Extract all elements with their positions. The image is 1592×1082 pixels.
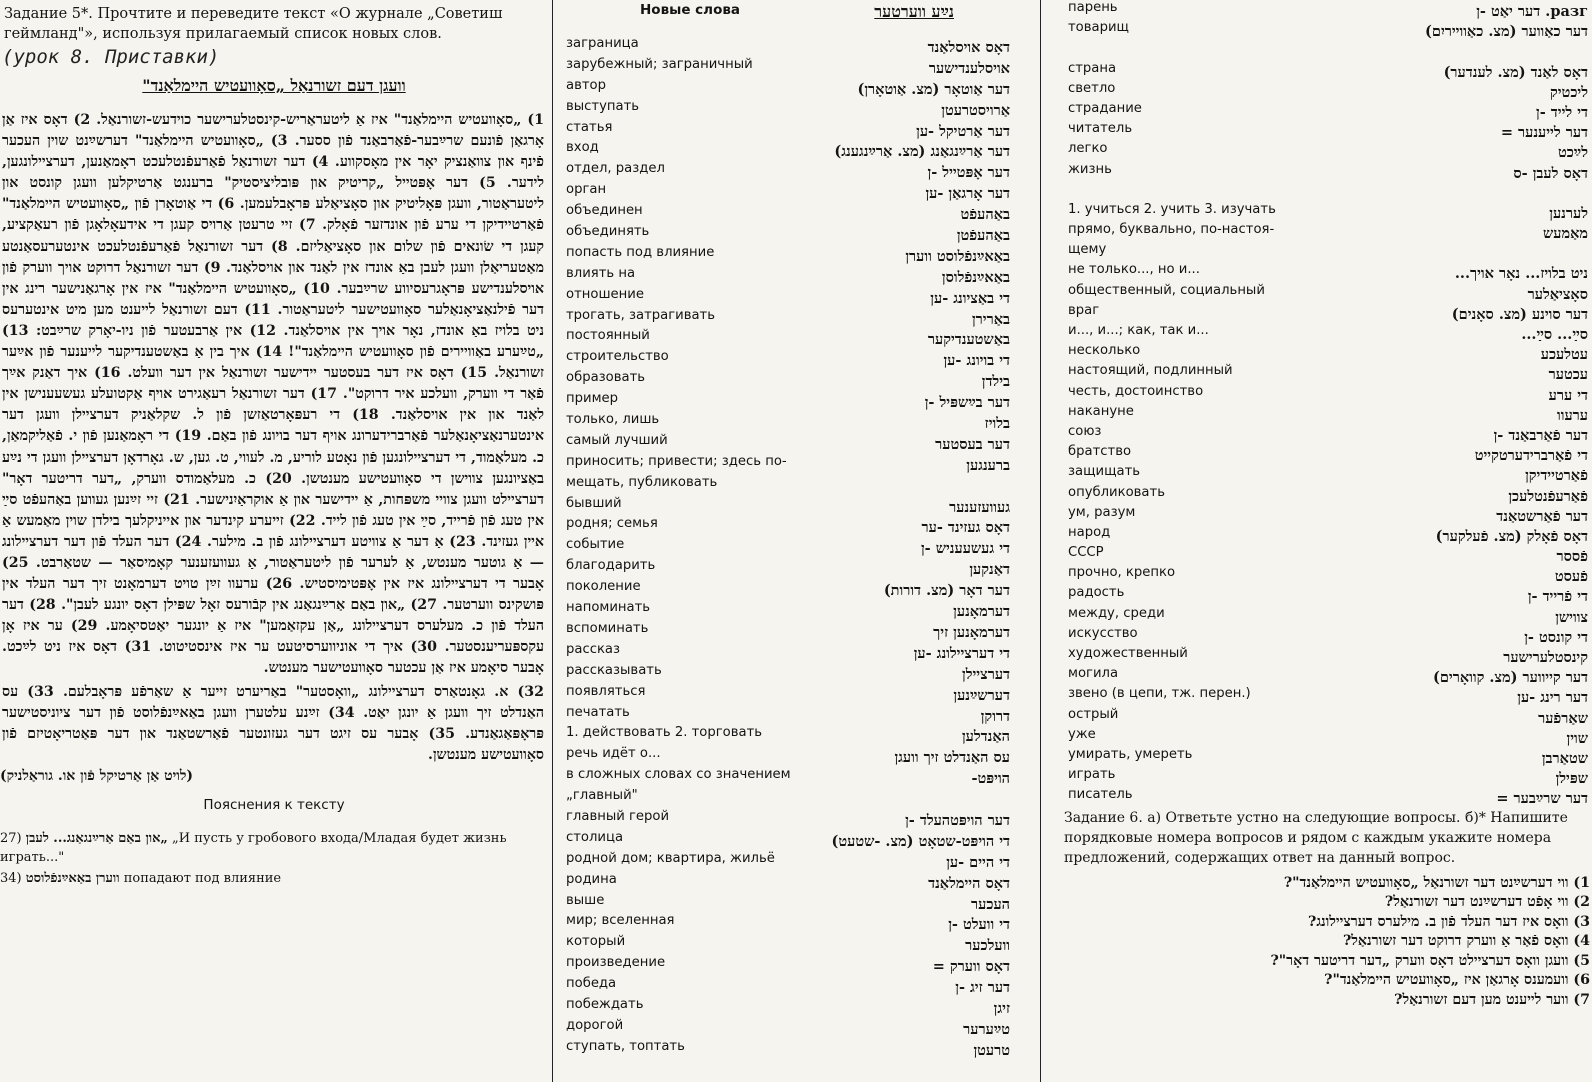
- russian-word: образовать: [566, 370, 646, 386]
- vocabulary-row: [1058, 464, 1592, 484]
- question-list: [1058, 874, 1592, 1011]
- vocabulary-row: [556, 36, 1024, 57]
- russian-word: отношение: [566, 286, 644, 302]
- yiddish-word: פֿססר: [1556, 548, 1588, 566]
- yiddish-word: דאָס ווערק =: [932, 958, 1010, 976]
- vocabulary-row: [1058, 606, 1592, 626]
- russian-word: попасть под влияние: [566, 244, 715, 260]
- yiddish-word: באַהעפֿט: [960, 206, 1010, 224]
- vocabulary-row: [556, 140, 1024, 161]
- russian-word: народ: [1068, 524, 1111, 540]
- russian-word: речь идёт о...: [566, 746, 661, 762]
- vocabulary-row: [556, 851, 1024, 872]
- vocabulary-row: [556, 872, 1024, 893]
- vocabulary-row: [556, 412, 1024, 433]
- russian-word: прямо, буквально, по-настоя-: [1068, 222, 1275, 238]
- note-russian: „И пусть у гробового входа/Младая будет жизнь играть...": [0, 830, 507, 865]
- russian-word: строительство: [566, 349, 669, 365]
- yiddish-word: קינסטלערישער: [1503, 649, 1588, 666]
- vocabulary-row: [1058, 686, 1592, 706]
- russian-word: бывший: [566, 495, 622, 511]
- yiddish-word: שוין: [1566, 729, 1588, 747]
- russian-word: мещать, публиковать: [566, 474, 718, 490]
- handwritten-note: (урок 8. Приставки): [2, 46, 220, 68]
- russian-word: жизнь: [1068, 161, 1112, 177]
- vocabulary-row: [556, 955, 1024, 976]
- russian-word: ступать, топтать: [566, 1038, 685, 1054]
- yiddish-word: טרעטן: [973, 1041, 1010, 1059]
- vocabulary-row: [1058, 283, 1592, 303]
- yiddish-word: דער קייווער (מצ. קוואָרים): [1433, 669, 1588, 687]
- vocabulary-row: [1058, 585, 1592, 605]
- yiddish-word: ערעוו: [1557, 406, 1588, 424]
- vocabulary-row: [556, 328, 1024, 349]
- yiddish-word: דאָס אויסלאַנד: [927, 39, 1010, 56]
- yiddish-word: ליכטיק: [1550, 83, 1588, 101]
- yiddish-word: דער בעסטער: [935, 435, 1010, 453]
- vocabulary-row: [556, 78, 1024, 99]
- yiddish-word: דאַנקען: [969, 561, 1010, 579]
- yiddish-word: אַרויסטרעטן: [941, 101, 1010, 119]
- vocabulary-row: [1058, 81, 1592, 101]
- vocabulary-row: [556, 600, 1024, 621]
- russian-word: острый: [1068, 706, 1119, 722]
- vocabulary-row: [1058, 626, 1592, 646]
- article-title: וועגן דעם זשורנאַל „סאָוועטיש היימלאַנד": [142, 76, 406, 95]
- yiddish-word: אויסלענדישער: [928, 59, 1010, 77]
- russian-word: произведение: [566, 955, 666, 971]
- note-yiddish: „און באַם אַרײַנגאַנג... לעבן: [25, 830, 168, 846]
- vocabulary-row: [556, 642, 1024, 663]
- russian-word: вход: [566, 140, 599, 156]
- question-item: 1) ווי דערשײַנט דער זשורנאַל „סאָוועטיש היימלאַנד"?: [1283, 874, 1590, 891]
- yiddish-word: פֿאַרטיידיקן: [1525, 467, 1588, 485]
- vocabulary-row: [1058, 141, 1592, 161]
- russian-word: страдание: [1068, 100, 1142, 116]
- yiddish-word: בילדן: [981, 373, 1010, 391]
- vocabulary-row: [556, 725, 1024, 746]
- russian-word: родной дом; квартира, жильё: [566, 850, 775, 866]
- russian-word: напоминать: [566, 600, 651, 616]
- text-column: [0, 0, 548, 1082]
- vocabulary-row: [556, 579, 1024, 600]
- russian-word: щему: [1068, 242, 1107, 258]
- vocabulary-row: [556, 663, 1024, 684]
- russian-word: поколение: [566, 579, 641, 595]
- yiddish-word: די היים -ען: [946, 853, 1010, 871]
- russian-word: звено (в цепи, тж. перен.): [1068, 686, 1251, 702]
- yiddish-word: עכטער: [1548, 366, 1588, 384]
- vocabulary-row: [1058, 707, 1592, 727]
- russian-word: мир; вселенная: [566, 913, 675, 929]
- russian-word: главный герой: [566, 808, 670, 824]
- russian-word: могила: [1068, 666, 1119, 682]
- vocabulary-row: [556, 621, 1024, 642]
- vocabulary-row: [1058, 666, 1592, 686]
- vocabulary-list: [556, 36, 1024, 1060]
- russian-word: появляться: [566, 683, 646, 699]
- vocabulary-row: [556, 684, 1024, 705]
- vocabulary-row: [1058, 20, 1592, 40]
- yiddish-word: דערמאָנען: [953, 603, 1010, 621]
- vocabulary-row: [556, 245, 1024, 266]
- vocabulary-row: [1058, 646, 1592, 666]
- yiddish-word: באַרירן: [971, 310, 1010, 328]
- vocabulary-row: [1058, 505, 1592, 525]
- yiddish-word: הויפּט-: [971, 770, 1010, 788]
- article-source: (לויט אַן אַרטיקל פֿון או. גוראַלניק): [0, 767, 194, 784]
- vocabulary-row: [1058, 343, 1592, 363]
- vocabulary-row: [1058, 162, 1592, 182]
- russian-word: братство: [1068, 444, 1132, 460]
- russian-word: автор: [566, 77, 606, 93]
- yiddish-word: דאָס היימלאַנד: [928, 874, 1010, 892]
- russian-word: выступать: [566, 98, 640, 114]
- russian-word: пример: [566, 391, 618, 407]
- vocabulary-row: [1058, 565, 1592, 585]
- russian-word: статья: [566, 119, 613, 135]
- russian-word: столица: [566, 829, 624, 845]
- yiddish-word: דאָס פֿאָלק (מצ. פֿעלקער): [1435, 527, 1588, 545]
- vocabulary-header: [556, 0, 1024, 36]
- yiddish-word: דערשײַנען: [953, 686, 1010, 704]
- yiddish-word: דער אַרטיקל -ען: [916, 122, 1010, 140]
- vocabulary-row: [1058, 262, 1592, 282]
- question-item: 4) וואָס פֿאַר אַ ווערק דרוקט דער זשורנאַל?: [1342, 933, 1590, 949]
- vocabulary-row: [556, 913, 1024, 934]
- vocabulary-row: [556, 433, 1024, 454]
- article-body: [2, 110, 544, 766]
- vocabulary-row: [1058, 727, 1592, 747]
- russian-word: страна: [1068, 60, 1117, 76]
- vocabulary-row: [556, 997, 1024, 1018]
- question-item: 3) וואָס איז דער העלד פֿון ב. מילערס דערציילונג?: [1308, 913, 1590, 930]
- russian-word: объединять: [566, 224, 650, 240]
- russian-word: отдел, раздел: [566, 161, 665, 177]
- yiddish-word: דערמאָנען זיך: [933, 623, 1010, 641]
- russian-word: играть: [1068, 767, 1116, 783]
- yiddish-word: די לייד -ן: [1536, 103, 1588, 121]
- note-yiddish: ווערן באַאײַנפֿלוסט: [25, 870, 120, 886]
- yiddish-word: די באַציונג -ען: [930, 289, 1010, 307]
- vocabulary-row: [556, 182, 1024, 203]
- question-item: 7) ווער לייענט מען דעם זשורנאַל?: [1394, 991, 1590, 1008]
- russian-word: общественный, социальный: [1068, 282, 1265, 298]
- vocabulary-row: [1058, 384, 1592, 404]
- russian-word: художественный: [1068, 646, 1188, 661]
- yiddish-word: די קונסט -ן: [1524, 628, 1588, 646]
- yiddish-word: צווישן: [1555, 608, 1588, 626]
- yiddish-word: דאָס לאַנד (מצ. לענדער): [1443, 63, 1588, 81]
- yiddish-word: סײַ... סײַ...: [1521, 326, 1588, 343]
- vocabulary-row: [556, 266, 1024, 287]
- question-item: 5) וועגן וואָס דערציילט דאָס ווערק „דער דריטער דאָר"?: [1270, 952, 1590, 969]
- vocabulary-row: [556, 308, 1024, 329]
- russian-word: постоянный: [566, 328, 650, 344]
- yiddish-word: באַהעפֿטן: [956, 227, 1010, 245]
- russian-word: накануне: [1068, 403, 1134, 419]
- article-paragraph: 32) א. גאָנטאַרס דערציילונג „וואָסטער" באַריערט זייער אַ שאַרפֿע פּראָבלעם. 33) עס האַנדלט זיך וועגן אַ יונגן יאַט. 34) זײַנע עלטערן וועגן באַאײַנפֿלוסט פֿון דער ציוניסטישער פּראָפּאַגאַנדע. 35) אָבער עס זיגט דער געזונטער פֿאַרשטאַנד און דער פּאַטריאָטיזם פֿון סאָוועטישע מענטשן.: [2, 683, 544, 763]
- vocabulary-column-2: [1058, 0, 1592, 1082]
- article-paragraph: 1) „סאָוועטיש היימלאַנד" איז אַ ליטעראַריש-קינסטלערישער כוידעש-זשורנאַל. 2) דאָס איז אַן אָרגאַן פֿונעם שרײַבער-פֿאַרבאַנד פֿון ססער. 3) „סאָוועטיש היימלאַנד" דערשײַנט שוין העכער פֿינף און צוואַנציק יאָר אין מאָסקווע. 4) דער זשורנאַל פֿאַרעפֿנטלעכט ראָמאַנען, דערציילונגען, לידער. 5) דער אָפּטייל „קריטיק און פּובליציסטיק" ברענגט אַרטיקלען וועגן קונסט און ליטעראַטור, וועגן פּאָליטיק און סאָציאַלע פּראָבלעמען. 6) די אַוטאָרן פֿון „סאָוועטיש היימלאַנד" פֿאַרטיידיקן די ערע פֿון אונדזער פֿאָלק. 7) זיי טרעטן אַרויס קעגן די אידעאָלאָגן פֿון רעאַקציע, קעגן די שׂונאים פֿון שלום און סאָציאַליזם. 8) דער זשורנאַל פֿאַרעפֿנטלעכט אינטערעסאַנטע מאַטעריאַלן וועגן לעבן באַ אונדז אין לאַנד און אויסלאַנד. 9) דער זשורנאַל דרוקט אויך ווערק פֿון אויסלענדישע פּראָגרעסיווע שרײַבער. 10) „סאָוועטיש היימלאַנד" איז אין אָרגאַנישער רינג אין דער פֿילנאַציאָנאַלער סאָוועטישער ליטעראַטור. 11) דעם זשורנאַל לייענט מען מיט אינטערעס ניט בלויז באַ אונדז, נאָר אויך אין אויסלאַנד. 12) אין אַרבעטער פֿון ניו-יאָרק שרײַבט: 13) „טײַערע באַוויירים פֿון סאָוועטיש היימלאַנד"! 14) איך בין אַ באַשטענדיקער לייענער פֿון אײַער זשורנאַל. 15) דאָס איז דער בעסטער יידישער זשורנאַל אין דער וועלט. 16) איך דאַנק אײַך פֿאַר די ווערק, וועלכע איר דרוקט". 17) דער זשורנאַל רעאַגירט אויף אַקטועלע געשעענישן אין לאַנד און אין אויסלאַנד. 18) די רעפּאָרטאַזשן פֿון ל. שקלאַניק דערציילן וועגן דער אינטערנאַציאָנאַלער פֿאַרברידערונג אויף דער בויונג פֿון באַם. 19) די ראָמאַנען פֿון י. פֿאַליקמאַן, כ. מעלאַמוד, די דערציילונגען פֿון נאָטע לוריע, מ. לעווי, ט. גען, ש. גאָרדאָן דערציילן וועגן די נײַע באַציונגען צווישן די סאָוועטישע מענטשן. 20) כ. מעלאַמודס ווערק, „דער דריטער דאָר" דערציילט וועגן צוויי משפּחות, אַ יידישער און אַ אוקראַיִנישער. 21) זיי זײַנען געווען באַהעפֿט סײַ אין טעג פֿון פֿרייד, סײַ אין טעג פֿון לייד. 22) זייערע קינדער און אייניקלעך בילדן שוין מאַמעש אַ איין געזינד. 23) אַ דער אַ צוויטע דערציילונג פֿון ב. מילער. 24) דער העלד פֿון דער דערציילונג — אַ גוטער מענטש, אַ לערער פֿון ליטעראַטור, אַ געוועזענער קאָמיסאַר — שטאַרבט. 25) אָבער די דערציילונג איז אין אָפּטימיסטיש. 26) ערעוו זײַן טויט דערמאָנט זיך דער העלד אין פּושקינס ווערטער. 27) „און באַם אַרײַנגאַנג אין קבֿורעס זאָל שפּילן דאָס יונגע לעבן". 28) דער העלד פֿון כ. מעלערס דערציילונג „אַן עקזאַמען" איז אַ יונגער יאַטסיאָמע. 29) ער איז אָן עקספּעריענסטער. 30) איך די אוניווערסיטעט ער איז אינסטיטוט. 31) דאָס איז ניט לײַכט. אָבער סיאָמע איז אַן עכטער סאָוועטישער מענטש.: [2, 112, 545, 677]
- russian-word: СССР: [1068, 545, 1104, 561]
- yiddish-word: מאַמעש: [1543, 225, 1588, 243]
- vocabulary-row: [556, 558, 1024, 579]
- russian-word: объединен: [566, 203, 643, 219]
- vocabulary-row: [1058, 485, 1592, 505]
- yiddish-word: סאָציאַלער: [1527, 285, 1588, 303]
- russian-word: только, лишь: [566, 412, 660, 428]
- vocabulary-row: [556, 830, 1024, 851]
- russian-word: союз: [1068, 423, 1102, 439]
- vocabulary-row: [1058, 222, 1592, 242]
- russian-word: писатель: [1068, 787, 1133, 803]
- yiddish-word: די געשעעניש -ן: [920, 540, 1010, 558]
- vocabulary-row: [556, 120, 1024, 141]
- vocabulary-row: [556, 746, 1024, 767]
- russian-word: не только..., но и...: [1068, 262, 1200, 278]
- russian-word: родня; семья: [566, 516, 658, 532]
- task6-instruction: Задание 6. а) Ответьте устно на следующие вопросы. б)* Напишите порядковые номера вопросов и рядом с каждым укажите номера предложений, содержащих ответ на данный вопрос.: [1064, 809, 1568, 866]
- vocabulary-row: [556, 934, 1024, 955]
- yiddish-word: באַאײַנפֿלוסן: [941, 268, 1010, 286]
- yiddish-word: עס האַנדלט זיך וועגן: [894, 749, 1010, 767]
- russian-word: светло: [1068, 80, 1116, 96]
- russian-word: товарищ: [1068, 20, 1129, 36]
- vocabulary-row: [556, 203, 1024, 224]
- vocabulary-row: [556, 976, 1024, 997]
- russian-word: прочно, крепко: [1068, 565, 1176, 581]
- yiddish-word: דרוקן: [980, 707, 1010, 725]
- vocabulary-row: [1058, 101, 1592, 121]
- yiddish-word: טײַערער: [963, 1020, 1010, 1038]
- russian-word: благодарить: [566, 558, 656, 574]
- yiddish-word: די הויפּט-שטאָט (מצ. -שטעט): [831, 832, 1010, 850]
- yiddish-word: וועלכער: [965, 937, 1010, 955]
- yiddish-word: דער בײַשפּיל -ן: [924, 394, 1010, 412]
- vocabulary-row: [1058, 323, 1592, 343]
- vocabulary-list: [1058, 0, 1592, 808]
- yiddish-word: שאַרפֿער: [1538, 709, 1588, 727]
- russian-word: событие: [566, 537, 625, 553]
- vocabulary-row: [556, 788, 1024, 809]
- vocabulary-row: [1058, 545, 1592, 565]
- vocabulary-row: [1058, 303, 1592, 323]
- yiddish-word: די פֿאַרברידערטקייט: [1474, 447, 1588, 465]
- vocabulary-row: [1058, 202, 1592, 222]
- yiddish-word: דער לייענער =: [1500, 124, 1588, 142]
- russian-word: рассказывать: [566, 662, 662, 678]
- vocabulary-row: [1058, 424, 1592, 444]
- russian-word: опубликовать: [1068, 484, 1165, 500]
- russian-word: влиять на: [566, 265, 636, 281]
- russian-word: 1. действовать 2. торговать: [566, 725, 763, 741]
- yiddish-word: דער רינג -ען: [1517, 689, 1588, 707]
- vocabulary-row: [556, 1018, 1024, 1039]
- yiddish-word: זיגן: [993, 999, 1010, 1017]
- russian-word: легко: [1068, 141, 1108, 157]
- yiddish-word: דער שרײַבער =: [1496, 790, 1588, 808]
- vocabulary-row: [556, 99, 1024, 120]
- russian-word: умирать, умереть: [1068, 746, 1193, 762]
- russian-word: печатать: [566, 704, 630, 720]
- vocabulary-row: [1058, 787, 1592, 807]
- yiddish-word: עטלעכע: [1540, 346, 1588, 364]
- yiddish-word: ניט בלויז... נאָר אויך...: [1454, 265, 1588, 283]
- yiddish-word: די דערציילונג -ען: [913, 644, 1010, 662]
- vocabulary-row: [556, 1039, 1024, 1060]
- yiddish-word: разг. דער יאַט -ן: [1476, 3, 1588, 20]
- yiddish-word: דער אַוטאָר (מצ. אַוטאָרן): [857, 80, 1010, 98]
- note-item: [0, 829, 544, 867]
- yiddish-word: דער פֿאַרבאַנד -ן: [1493, 426, 1588, 444]
- yiddish-word: דער פֿאַרשטאַנד: [1496, 507, 1588, 525]
- vocabulary-row: [556, 391, 1024, 412]
- note-number: 27): [0, 830, 22, 846]
- notes-title: Пояснения к тексту: [203, 796, 345, 813]
- yiddish-word: בלויז: [984, 415, 1010, 433]
- russian-word: который: [566, 934, 626, 950]
- vocabulary-row: [1058, 363, 1592, 383]
- yiddish-word: דער אָפּטייל -ן: [927, 164, 1010, 182]
- note-item: [0, 869, 544, 888]
- russian-word: и..., и...; как, так и...: [1068, 323, 1209, 338]
- yiddish-word: שטאַרבן: [1541, 749, 1588, 767]
- vocabulary-row: [1058, 61, 1592, 81]
- vocabulary-row: [556, 287, 1024, 308]
- task5-instruction: Задание 5*. Прочтите и переведите текст «О журнале „Советиш геймланд"», используя прилагаемый список новых слов.: [4, 6, 503, 42]
- vocabulary-row: [556, 705, 1024, 726]
- vocabulary-row: [556, 893, 1024, 914]
- yiddish-word: דער אַרײַנגאַנג (מצ. אַרײַנגענג): [834, 143, 1010, 161]
- vocabulary-row: [556, 809, 1024, 830]
- russian-word: в сложных словах со значением: [566, 767, 791, 783]
- vocabulary-row: [556, 475, 1024, 496]
- vocabulary-row: [1058, 767, 1592, 787]
- yiddish-word: דער זיג -ן: [955, 979, 1010, 997]
- russian-word: защищать: [1068, 464, 1141, 480]
- vocabulary-row: [1058, 0, 1592, 20]
- russian-word: орган: [566, 182, 607, 198]
- yiddish-word: דאָס געזינד -ער: [921, 519, 1010, 537]
- russian-word: приносить; привести; здесь по-: [566, 453, 787, 469]
- russian-word: настоящий, подлинный: [1068, 363, 1233, 379]
- vocabulary-header-yi: נײַע ווערטער: [874, 2, 954, 21]
- yiddish-word: דער הויפּטהעלד -ן: [905, 811, 1010, 829]
- vocabulary-row: [1058, 40, 1592, 60]
- vocabulary-row: [556, 454, 1024, 475]
- russian-word: дорогой: [566, 1017, 624, 1033]
- yiddish-word: געוועזענער: [949, 498, 1010, 516]
- yiddish-word: דער סוינע (מצ. סאָנים): [1451, 305, 1588, 323]
- russian-word: „главный": [566, 788, 638, 804]
- russian-word: читатель: [1068, 121, 1133, 137]
- vocabulary-row: [1058, 121, 1592, 141]
- russian-word: побеждать: [566, 996, 644, 1012]
- russian-word: победа: [566, 976, 617, 992]
- vocabulary-row: [556, 57, 1024, 78]
- russian-word: выше: [566, 892, 605, 908]
- yiddish-word: העכער: [971, 895, 1010, 913]
- yiddish-word: באַאײַנפֿלוסט ווערן: [905, 247, 1010, 265]
- russian-word: заграница: [566, 36, 639, 51]
- yiddish-word: פֿעסט: [1554, 568, 1588, 586]
- russian-word: трогать, затрагивать: [566, 307, 716, 323]
- yiddish-word: די וועלט -ן: [948, 916, 1010, 934]
- russian-word: парень: [1068, 0, 1118, 15]
- yiddish-word: ברענגען: [966, 456, 1010, 474]
- russian-word: рассказ: [566, 641, 621, 657]
- yiddish-word: דער אָרגאַן -ען: [925, 185, 1010, 203]
- vocabulary-row: [556, 224, 1024, 245]
- vocabulary-row: [1058, 525, 1592, 545]
- yiddish-word: די בויונג -ען: [943, 352, 1010, 370]
- vocabulary-row: [556, 767, 1024, 788]
- russian-word: честь, достоинство: [1068, 383, 1204, 399]
- vocabulary-row: [556, 537, 1024, 558]
- russian-word: родина: [566, 871, 617, 887]
- russian-word: между, среди: [1068, 605, 1165, 621]
- yiddish-word: דער כאַווער (מצ. כאַווייריִם): [1425, 23, 1588, 41]
- russian-word: зарубежный; заграничный: [566, 56, 753, 72]
- note-number: 34): [0, 870, 22, 886]
- vocabulary-row: [1058, 747, 1592, 767]
- yiddish-word: לערנען: [1549, 204, 1588, 222]
- yiddish-word: דער דאָר (מצ. דורות): [883, 582, 1010, 600]
- vocabulary-row: [556, 370, 1024, 391]
- russian-word: вспоминать: [566, 620, 649, 636]
- yiddish-word: האַנדלען: [961, 728, 1010, 746]
- vocabulary-column-1: [556, 0, 1024, 1082]
- vocabulary-row: [1058, 404, 1592, 424]
- vocabulary-row: [1058, 182, 1592, 202]
- vocabulary-header-ru: Новые слова: [640, 2, 740, 18]
- russian-word: враг: [1068, 302, 1100, 318]
- vocabulary-row: [1058, 242, 1592, 262]
- russian-word: ум, разум: [1068, 504, 1136, 520]
- yiddish-word: דאָס לעבן -ס: [1513, 164, 1588, 182]
- yiddish-word: באַשטענדיקער: [927, 331, 1010, 349]
- vocabulary-row: [556, 161, 1024, 182]
- yiddish-word: דערציילן: [962, 665, 1010, 683]
- yiddish-word: שפּילן: [1555, 770, 1588, 788]
- vocabulary-row: [556, 349, 1024, 370]
- russian-word: радость: [1068, 585, 1125, 601]
- vocabulary-row: [1058, 444, 1592, 464]
- yiddish-word: די פֿרייד -ן: [1527, 588, 1588, 606]
- vocabulary-row: [556, 516, 1024, 537]
- yiddish-word: לײַכט: [1557, 144, 1588, 162]
- russian-word: 1. учиться 2. учить 3. изучать: [1068, 201, 1276, 217]
- question-item: 2) ווי אָפֿט דערשײַנט דער זשורנאַל?: [1384, 894, 1590, 910]
- yiddish-word: פֿאַרעפֿנטלעכן: [1508, 487, 1588, 505]
- russian-word: несколько: [1068, 343, 1141, 359]
- russian-word: уже: [1068, 726, 1096, 742]
- yiddish-word: די ערע: [1548, 386, 1588, 404]
- russian-word: самый лучший: [566, 432, 668, 448]
- question-item: 6) וועמענס אָרגאַן איז „סאָוועטיש היימלאַנד"?: [1324, 972, 1590, 988]
- russian-word: искусство: [1068, 625, 1138, 641]
- vocabulary-row: [556, 496, 1024, 517]
- note-russian: попадают под влияние: [123, 870, 282, 886]
